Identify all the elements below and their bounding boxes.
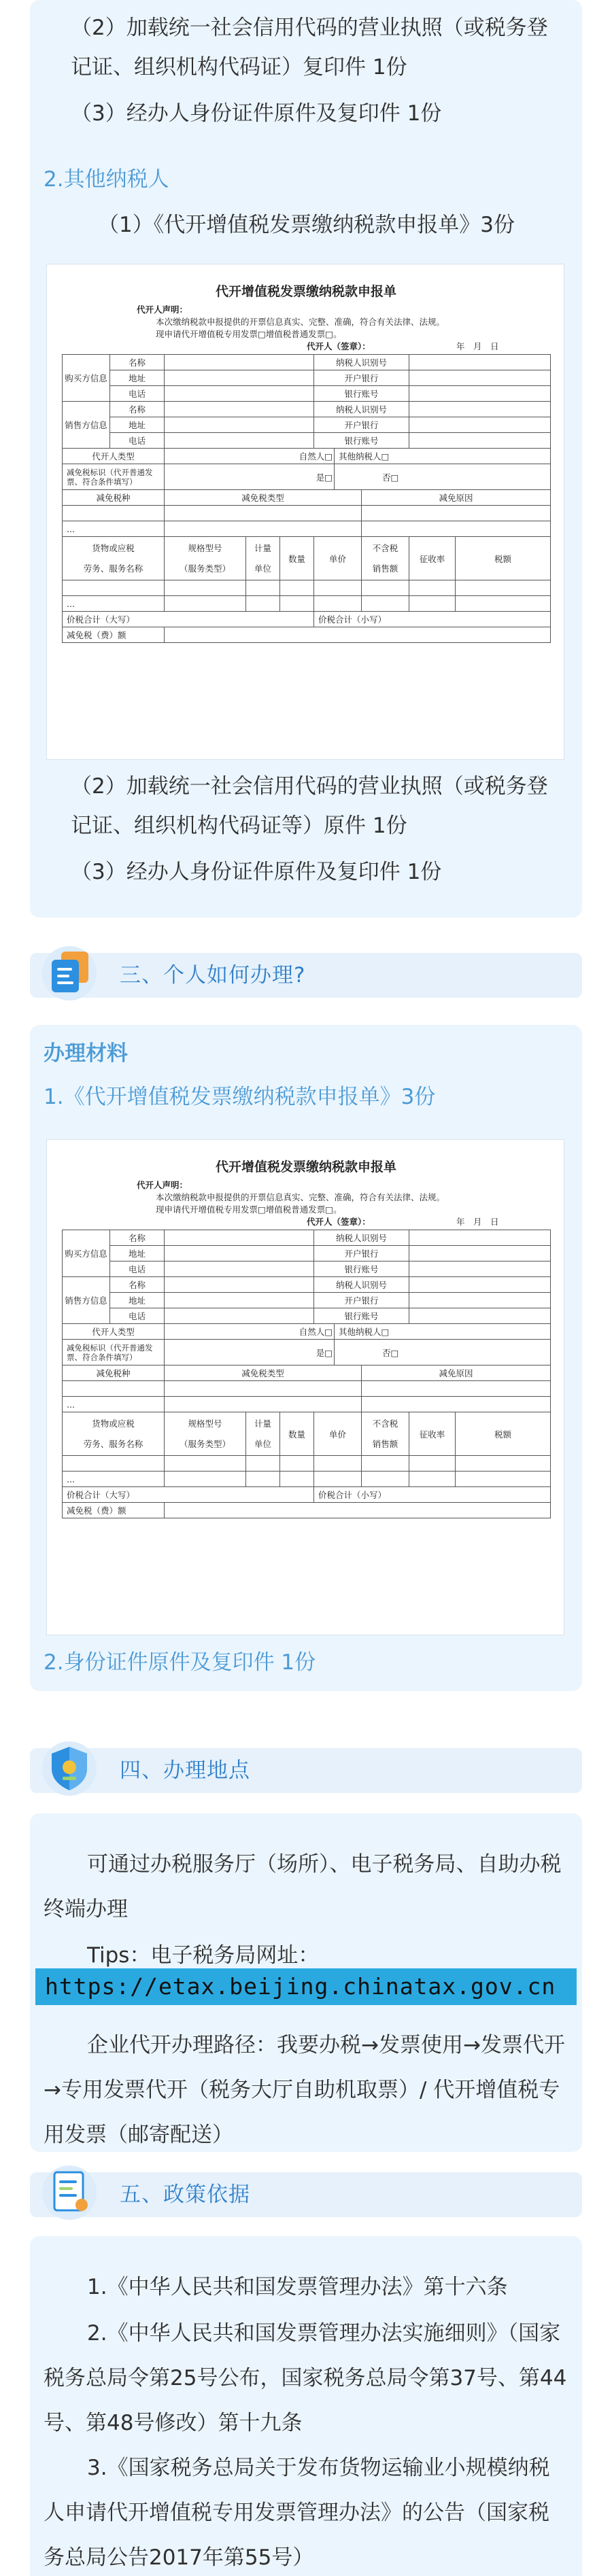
individual-item-2: 2.身份证件原件及复印件 1份 [44,1650,316,1675]
tax-form [62,279,550,643]
form-declaration-label: 代开人声明： [137,1180,188,1190]
material-item-2: （2）加载统一社会信用代码的营业执照（或税务登记证、组织机构代码证）复印件 1份 [71,16,548,80]
shield-location-icon [38,1737,101,1800]
enterprise-path: 企业代开办理路径：我要办税→发票使用→发票代开→专用发票代开（税务大厅自助机取票）/ 代开增值税专用发票（邮寄配送） [44,2033,565,2147]
tax-form [62,1155,550,1518]
individual-item-1: 1.《代开增值税发票缴纳税款申报单》3份 [44,1085,436,1109]
material-item-3: （3）经办人身份证件原件及复印件 1份 [71,101,442,126]
form-declaration-line2: 现申请代开增值税专用发票□增值税普通发票□。 [156,1204,342,1215]
other-item-2: （2）加载统一社会信用代码的营业执照（或税务登记证、组织机构代码证等）原件 1份 [71,774,548,838]
form-signer: 代开人（签章）： [307,341,371,351]
form-declaration-line1: 本次缴纳税款申报提供的开票信息真实、完整、准确，符合有关法律、法规。 [156,1192,445,1202]
etax-url-link[interactable]: https://etax.beijing.chinatax.gov.cn [35,1968,577,2005]
other-item-3: （3）经办人身份证件原件及复印件 1份 [71,860,442,884]
other-taxpayers-heading: 2.其他纳税人 [44,167,169,192]
location-text: 可通过办税服务厅（场所）、电子税务局、自助办税终端办理 [44,1852,562,1921]
policy-item-2: 2.《中华人民共和国发票管理办法实施细则》（国家税务总局令第25号公布，国家税务总局令第37号、第44号、第48号修改）第十九条 [44,2321,567,2435]
form-table: 购买方信息 名称 纳税人识别号 地址 开户银行 电话 银行账号 销售方信息 名称 纳税人识别号 地址 开户银行 电话 银行账号 代开人类型 自然人□ 其他纳税人□ 减免税标识（代开普通发票、符合条件填写） 是□ 否□ 减免税种 减免税类型 减免原因 ... 货物或应税 劳务、服务名称 规格型号 （服务类型） 计量 单位 数量 单价 不含税 销售额 征收率 税额 ... 价税合计（大写） 价税合计（小写） 减免税（费）额 [62,354,551,643]
policy-item-3: 3.《国家税务总局关于发布货物运输业小规模纳税人申请代开增值税专用发票管理办法》的公告（国家税务总局公告2017年第55号） [44,2456,550,2570]
section-title-policy: 五、政策依据 [120,2182,250,2207]
form-signer: 代开人（签章）： [307,1217,371,1227]
documents-icon [38,942,101,1005]
section-title-individual: 三、个人如何办理? [120,963,306,988]
other-item-1: （1）《代开增值税发票缴纳税款申报单》3份 [98,213,515,237]
form-declaration-line2: 现申请代开增值税专用发票□增值税普通发票□。 [156,329,342,339]
tax-form-image-1 [46,264,564,760]
tax-form-image-2 [46,1139,564,1635]
form-table: 购买方信息 名称 纳税人识别号 地址 开户银行 电话 银行账号 销售方信息 名称 纳税人识别号 地址 开户银行 电话 银行账号 代开人类型 自然人□ 其他纳税人□ 减免税标识（代开普通发票、符合条件填写） 是□ 否□ 减免税种 减免税类型 减免原因 ... 货物或应税 劳务、服务名称 规格型号 （服务类型） 计量 单位 数量 单价 不含税 销售额 征收率 税额 ... 价税合计（大写） 价税合计（小写） 减免税（费）额 [62,1230,551,1518]
form-title: 代开增值税发票缴纳税款申报单 [215,284,396,299]
policy-item-1: 1.《中华人民共和国发票管理办法》第十六条 [87,2275,508,2299]
tips-text: Tips：电子税务局网址： [87,1943,320,1968]
form-title: 代开增值税发票缴纳税款申报单 [215,1160,396,1174]
policy-document-icon [38,2161,101,2224]
section-header-individual [30,953,582,998]
form-date: 年 月 日 [456,341,499,351]
form-date: 年 月 日 [456,1217,499,1227]
section-header-location [30,1748,582,1793]
form-declaration-label: 代开人声明： [137,304,188,315]
form-declaration-line1: 本次缴纳税款申报提供的开票信息真实、完整、准确，符合有关法律、法规。 [156,317,445,327]
policy-panel [30,2236,582,2576]
section-header-policy [30,2172,582,2217]
materials-heading: 办理材料 [44,1041,128,1066]
section-title-location: 四、办理地点 [120,1758,250,1783]
